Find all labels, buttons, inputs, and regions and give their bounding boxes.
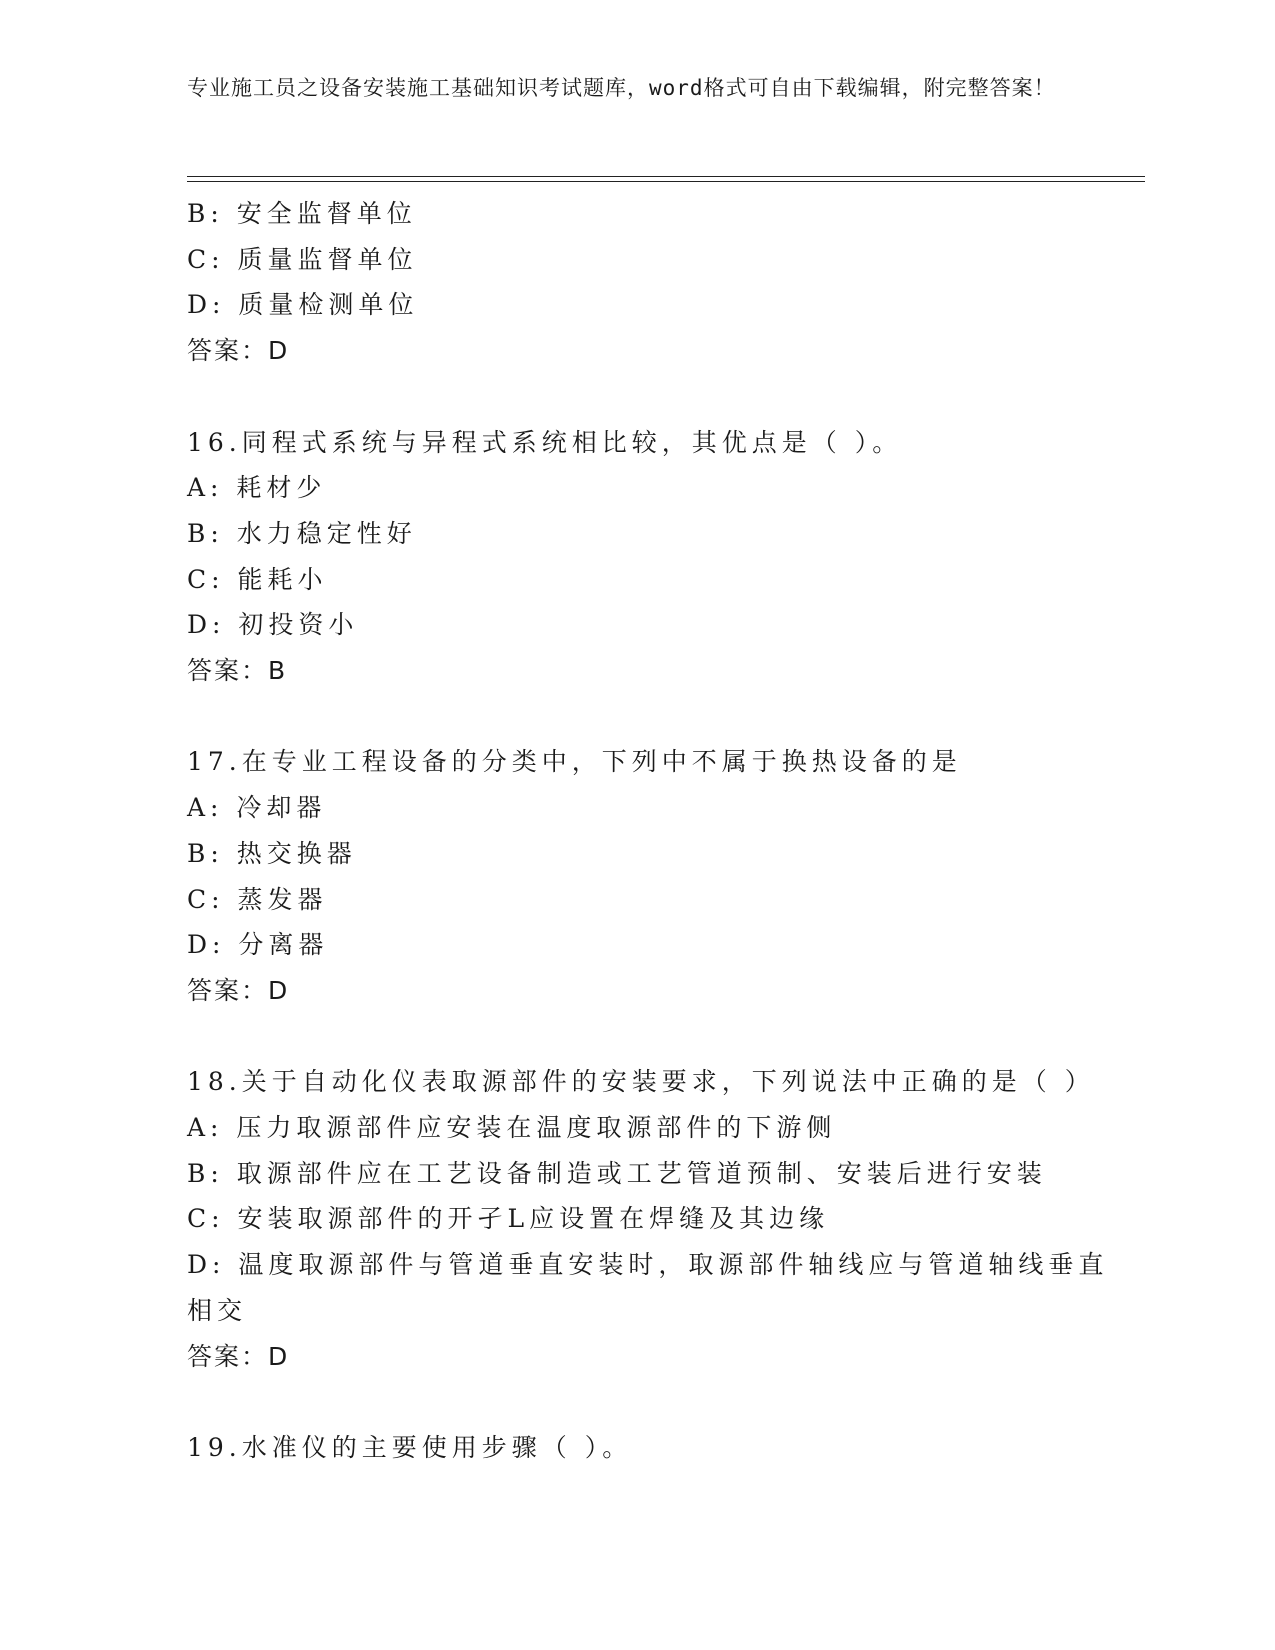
option-d: D: 初投资小	[187, 610, 359, 640]
option-b: B: 水力稳定性好	[187, 518, 417, 548]
option-d-continued: 相交	[187, 1295, 248, 1325]
option-a: A: 压力取源部件应安装在温度取源部件的下游侧	[187, 1113, 837, 1143]
spacer	[187, 1379, 1087, 1425]
option-c: C: 能耗小	[187, 564, 328, 594]
question-18	[187, 1059, 1109, 1379]
question-stem: 19.水准仪的主要使用步骤（ ）。	[187, 1432, 633, 1462]
answer-line: 答案：D	[187, 336, 290, 366]
answer-line: 答案：D	[187, 975, 290, 1005]
spacer	[187, 374, 1087, 420]
question-15-tail	[187, 191, 1087, 374]
question-19	[187, 1425, 1087, 1471]
option-a: A: 冷却器	[187, 793, 327, 823]
answer-line: 答案：D	[187, 1341, 290, 1371]
spacer	[187, 694, 1087, 740]
option-b: B: 安全监督单位	[187, 199, 417, 228]
option-d: D: 质量检测单位	[187, 290, 419, 320]
option-a: A: 耗材少	[187, 473, 327, 503]
header-rule-top	[187, 176, 1145, 177]
option-b: B: 热交换器	[187, 838, 357, 868]
option-c: C: 安装取源部件的开孑L应设置在焊缝及其边缘	[187, 1204, 830, 1234]
page-header: 专业施工员之设备安装施工基础知识考试题库，word格式可自由下载编辑，附完整答案！	[187, 76, 1056, 100]
header-rule-bottom	[187, 181, 1145, 182]
spacer	[187, 1014, 1087, 1060]
option-c: C: 蒸发器	[187, 884, 328, 914]
option-b: B: 取源部件应在工艺设备制造或工艺管道预制、安装后进行安装	[187, 1158, 1047, 1188]
option-c: C: 质量监督单位	[187, 244, 418, 274]
question-17	[187, 739, 1087, 1013]
question-stem: 17.在专业工程设备的分类中，下列中不属于换热设备的是	[187, 747, 962, 777]
question-stem: 18.关于自动化仪表取源部件的安装要求，下列说法中正确的是（ ）	[187, 1067, 1095, 1097]
document-body	[187, 191, 1109, 1471]
option-d: D: 温度取源部件与管道垂直安装时，取源部件轴线应与管道轴线垂直	[187, 1250, 1109, 1280]
question-16	[187, 420, 1087, 694]
option-d: D: 分离器	[187, 930, 329, 960]
question-stem: 16.同程式系统与异程式系统相比较，其优点是（ ）。	[187, 427, 903, 457]
answer-line: 答案：B	[187, 656, 288, 686]
